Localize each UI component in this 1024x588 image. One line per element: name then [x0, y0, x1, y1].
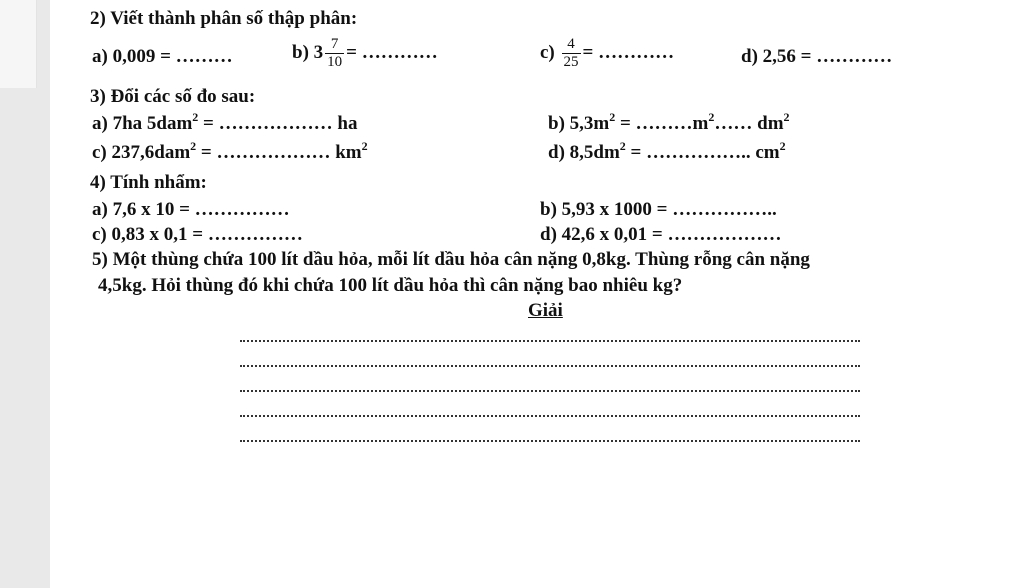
section3-title: 3) Đổi các số đo sau:: [90, 86, 256, 107]
section3-item-c: [92, 138, 368, 164]
item-a-rest: = ……………… ha: [198, 113, 358, 134]
sup-2: 2: [783, 109, 790, 124]
sup-2: 2: [192, 109, 199, 124]
section4-item-c: c) 0,83 x 0,1 = ……………: [92, 224, 303, 245]
sup-2: 2: [361, 138, 368, 153]
item-b-rest: = ………m: [615, 113, 709, 134]
fraction-c: [562, 36, 581, 71]
fraction-b-numerator: 7: [325, 36, 344, 54]
section4-item-b: b) 5,93 x 1000 = ……………..: [540, 199, 777, 220]
item-b-rest2: …… dm: [714, 113, 784, 134]
sup-2: 2: [708, 109, 715, 124]
item-b-prefix: b) 3: [292, 41, 324, 63]
section2-item-d: d) 2,56 = …………: [741, 46, 893, 67]
section3-item-b: [548, 109, 790, 135]
section2-item-c: [540, 36, 674, 71]
solution-heading: Giải: [528, 300, 563, 321]
item-c-suffix: = …………: [582, 41, 675, 63]
sup-2: 2: [619, 138, 626, 153]
section3-item-d: [548, 138, 786, 164]
item-c-left: c) 237,6dam: [92, 142, 191, 163]
sup-2: 2: [190, 138, 197, 153]
sup-2: 2: [779, 138, 786, 153]
item-d-left: d) 8,5dm: [548, 142, 620, 163]
section4-item-d: d) 42,6 x 0,01 = ………………: [540, 224, 782, 245]
left-margin-strip: [0, 0, 37, 88]
section5-problem-line2: 4,5kg. Hỏi thùng đó khi chứa 100 lít dầu hỏa thì cân nặng bao nhiêu kg?: [98, 275, 683, 296]
section4-item-a: a) 7,6 x 10 = ……………: [92, 199, 290, 220]
answer-line-2: [240, 365, 860, 367]
item-c-rest: = ……………… km: [196, 142, 362, 163]
section3-item-a: [92, 109, 358, 135]
fraction-c-denominator: 25: [563, 54, 579, 70]
answer-line-4: [240, 415, 860, 417]
item-d-rest: = …………….. cm: [625, 142, 780, 163]
section4-title: 4) Tính nhẩm:: [90, 172, 207, 193]
answer-line-1: [240, 340, 860, 342]
section2-item-b: [292, 36, 438, 71]
answer-line-3: [240, 390, 860, 392]
section2-title: 2) Viết thành phân số thập phân:: [90, 8, 358, 29]
fraction-b-denominator: 10: [327, 54, 343, 70]
fraction-c-numerator: 4: [562, 36, 581, 54]
answer-line-5: [240, 440, 860, 442]
fraction-b: [325, 36, 344, 71]
item-b-left: b) 5,3m: [548, 113, 610, 134]
section2-item-a: a) 0,009 = ………: [92, 46, 233, 67]
section5-problem-line1: 5) Một thùng chứa 100 lít dầu hỏa, mỗi lít dầu hỏa cân nặng 0,8kg. Thùng rỗng cân nặng: [92, 249, 810, 270]
sup-2: 2: [609, 109, 616, 124]
item-a-left: a) 7ha 5dam: [92, 113, 193, 134]
item-b-suffix: = …………: [346, 41, 438, 63]
item-c-prefix: c): [540, 41, 555, 63]
